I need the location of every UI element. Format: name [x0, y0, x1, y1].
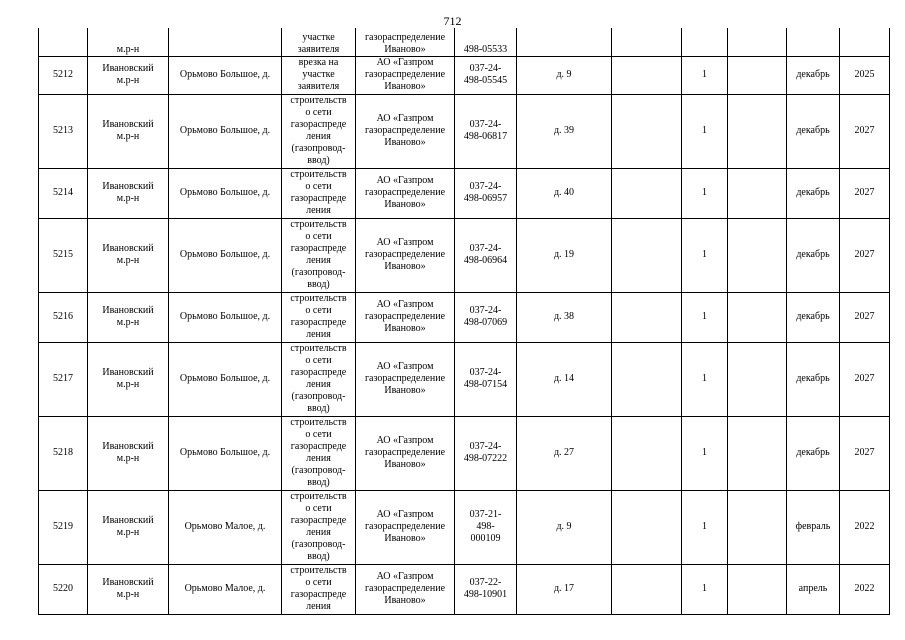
count-cell-text: 1	[702, 373, 707, 384]
settlement-cell-text: Орьмово Малое, д.	[184, 521, 266, 532]
house-cell	[517, 94, 612, 168]
month-cell	[787, 564, 840, 614]
organization-cell-text: АО «Газпром газораспределение Иваново»	[364, 237, 446, 272]
count-cell-text: 1	[702, 583, 707, 594]
house-cell	[517, 28, 612, 56]
organization-cell	[356, 490, 455, 564]
settlement-cell	[169, 168, 282, 218]
code-cell	[455, 564, 517, 614]
month-cell-text: декабрь	[796, 69, 830, 80]
code-cell-text: 037-24- 498-07069	[463, 305, 508, 328]
house-cell-text: д. 38	[553, 311, 575, 322]
month-cell-text: декабрь	[796, 125, 830, 136]
purpose-cell-text: строительств о сети газораспреде ления (газопровод- ввод)	[290, 219, 347, 290]
count-cell	[682, 168, 728, 218]
empty-cell	[612, 342, 682, 416]
row-number-text: 5212	[53, 69, 73, 80]
organization-cell	[356, 218, 455, 292]
house-cell	[517, 168, 612, 218]
district-cell-text: Ивановский м.р-н	[102, 119, 154, 142]
house-cell	[517, 218, 612, 292]
district-cell-text: Ивановский м.р-н	[102, 515, 154, 538]
code-cell	[455, 342, 517, 416]
count-cell	[682, 416, 728, 490]
month-cell-text: декабрь	[796, 447, 830, 458]
row-number	[39, 416, 88, 490]
organization-cell	[356, 416, 455, 490]
purpose-cell	[282, 94, 356, 168]
month-cell	[787, 94, 840, 168]
settlement-cell	[169, 218, 282, 292]
house-cell-text: д. 39	[553, 125, 575, 136]
code-cell-text: 037-24- 498-07154	[463, 367, 508, 390]
house-cell-text: д. 17	[553, 583, 575, 594]
row-number-text: 5219	[53, 521, 73, 532]
code-cell-text: 037-24- 498-07222	[463, 441, 508, 464]
year-cell-text: 2027	[854, 447, 875, 458]
year-cell-text: 2027	[854, 311, 875, 322]
row-number	[39, 56, 88, 94]
district-cell-text: Ивановский м.р-н	[102, 367, 154, 390]
year-cell	[840, 56, 890, 94]
purpose-cell-text: строительств о сети газораспреде ления	[290, 565, 347, 612]
year-cell	[840, 168, 890, 218]
settlement-cell-text: Орьмово Большое, д.	[179, 187, 271, 198]
empty-cell	[612, 28, 682, 56]
settlement-cell	[169, 564, 282, 614]
settlement-cell	[169, 28, 282, 56]
month-cell-text: декабрь	[796, 373, 830, 384]
organization-cell-text: АО «Газпром газораспределение Иваново»	[364, 571, 446, 606]
table-row	[39, 416, 890, 490]
count-cell	[682, 342, 728, 416]
code-cell	[455, 416, 517, 490]
settlement-cell-text: Орьмово Большое, д.	[179, 447, 271, 458]
count-cell-text: 1	[702, 521, 707, 532]
district-cell	[88, 416, 169, 490]
purpose-cell	[282, 168, 356, 218]
code-cell	[455, 168, 517, 218]
district-cell	[88, 168, 169, 218]
purpose-cell-text: строительств о сети газораспреде ления (газопровод- ввод)	[290, 491, 347, 562]
table-row	[39, 342, 890, 416]
count-cell	[682, 490, 728, 564]
house-cell-text: д. 19	[553, 249, 575, 260]
house-cell-text: д. 27	[553, 447, 575, 458]
row-number	[39, 564, 88, 614]
table-row	[39, 94, 890, 168]
page-number: 712	[443, 14, 462, 28]
year-cell-text: 2025	[854, 69, 875, 80]
empty-cell	[728, 168, 787, 218]
house-cell-text: д. 14	[553, 373, 575, 384]
house-cell-text: д. 40	[553, 187, 575, 198]
empty-cell	[728, 490, 787, 564]
month-cell	[787, 168, 840, 218]
organization-cell	[356, 168, 455, 218]
count-cell-text: 1	[702, 249, 707, 260]
empty-cell	[728, 56, 787, 94]
month-cell-text: декабрь	[796, 249, 830, 260]
settlement-cell-text: Орьмово Большое, д.	[179, 373, 271, 384]
purpose-cell	[282, 416, 356, 490]
month-cell	[787, 56, 840, 94]
empty-cell	[612, 416, 682, 490]
year-cell	[840, 490, 890, 564]
year-cell	[840, 416, 890, 490]
count-cell	[682, 28, 728, 56]
house-cell	[517, 342, 612, 416]
empty-cell	[612, 292, 682, 342]
empty-cell	[728, 292, 787, 342]
row-number	[39, 218, 88, 292]
empty-cell	[728, 416, 787, 490]
district-cell	[88, 56, 169, 94]
empty-cell	[728, 342, 787, 416]
organization-cell	[356, 564, 455, 614]
settlement-cell-text: Орьмово Большое, д.	[179, 69, 271, 80]
table-row	[39, 28, 890, 56]
code-cell-text: 037-24- 498-06964	[463, 243, 508, 266]
district-cell-text: Ивановский м.р-н	[102, 243, 154, 266]
purpose-cell-text: строительств о сети газораспреде ления	[290, 169, 347, 216]
purpose-cell	[282, 564, 356, 614]
empty-cell	[728, 564, 787, 614]
year-cell	[840, 564, 890, 614]
code-cell-text: 037-24- 498-05545	[463, 63, 508, 86]
year-cell-text: 2022	[854, 583, 875, 594]
purpose-cell-text: строительств о сети газораспреде ления (газопровод- ввод)	[290, 417, 347, 488]
empty-cell	[612, 564, 682, 614]
count-cell-text: 1	[702, 311, 707, 322]
year-cell-text: 2027	[854, 373, 875, 384]
purpose-cell	[282, 218, 356, 292]
organization-cell-text: АО «Газпром газораспределение Иваново»	[364, 175, 446, 210]
empty-cell	[728, 94, 787, 168]
month-cell	[787, 28, 840, 56]
month-cell-text: февраль	[795, 521, 831, 532]
row-number-text: 5215	[53, 249, 73, 260]
purpose-cell-text: врезка на участке заявителя	[297, 57, 340, 92]
organization-cell-text: АО «Газпром газораспределение Иваново»	[364, 361, 446, 396]
organization-cell-text: АО «Газпром газораспределение Иваново»	[364, 299, 446, 334]
settlement-cell	[169, 94, 282, 168]
code-cell-text: 037-24- 498-06957	[463, 181, 508, 204]
row-number	[39, 168, 88, 218]
purpose-cell	[282, 56, 356, 94]
district-cell-text: Ивановский м.р-н	[102, 305, 154, 328]
house-cell	[517, 292, 612, 342]
purpose-cell	[282, 292, 356, 342]
organization-cell	[356, 342, 455, 416]
year-cell-text: 2027	[854, 187, 875, 198]
table-row	[39, 564, 890, 614]
month-cell	[787, 292, 840, 342]
row-number	[39, 94, 88, 168]
count-cell	[682, 56, 728, 94]
month-cell	[787, 218, 840, 292]
district-cell	[88, 564, 169, 614]
year-cell	[840, 218, 890, 292]
organization-cell	[356, 94, 455, 168]
settlement-cell	[169, 56, 282, 94]
year-cell	[840, 94, 890, 168]
code-cell-text: 498-05533	[463, 43, 508, 55]
settlement-cell-text: Орьмово Малое, д.	[184, 583, 266, 594]
year-cell-text: 2022	[854, 521, 875, 532]
code-cell	[455, 292, 517, 342]
organization-cell	[356, 56, 455, 94]
purpose-cell-text: участке заявителя	[297, 31, 340, 55]
table-row	[39, 168, 890, 218]
code-cell	[455, 94, 517, 168]
settlement-cell	[169, 342, 282, 416]
row-number-text: 5220	[53, 583, 73, 594]
row-number	[39, 342, 88, 416]
row-number	[39, 28, 88, 56]
table-row	[39, 56, 890, 94]
settlement-cell-text: Орьмово Большое, д.	[179, 311, 271, 322]
organization-cell-text: АО «Газпром газораспределение Иваново»	[364, 435, 446, 470]
code-cell	[455, 490, 517, 564]
empty-cell	[612, 56, 682, 94]
organization-cell-text: газораспределение Иваново»	[364, 31, 446, 55]
count-cell	[682, 292, 728, 342]
table-row	[39, 218, 890, 292]
code-cell	[455, 56, 517, 94]
house-cell	[517, 416, 612, 490]
settlement-cell	[169, 416, 282, 490]
month-cell	[787, 416, 840, 490]
settlement-cell	[169, 490, 282, 564]
purpose-cell-text: строительств о сети газораспреде ления (газопровод- ввод)	[290, 95, 347, 166]
count-cell-text: 1	[702, 69, 707, 80]
purpose-cell-text: строительств о сети газораспреде ления	[290, 293, 347, 340]
code-cell	[455, 218, 517, 292]
district-cell-text: Ивановский м.р-н	[102, 577, 154, 600]
district-cell	[88, 28, 169, 56]
house-cell-text: д. 9	[556, 521, 572, 532]
year-cell-text: 2027	[854, 125, 875, 136]
count-cell-text: 1	[702, 187, 707, 198]
district-cell-text: Ивановский м.р-н	[102, 63, 154, 86]
row-number-text: 5216	[53, 311, 73, 322]
month-cell	[787, 490, 840, 564]
settlement-cell-text: Орьмово Большое, д.	[179, 125, 271, 136]
count-cell	[682, 94, 728, 168]
purpose-cell-text: строительств о сети газораспреде ления (газопровод- ввод)	[290, 343, 347, 414]
district-cell	[88, 292, 169, 342]
purpose-cell	[282, 28, 356, 56]
district-cell-text: м.р-н	[116, 43, 140, 55]
count-cell-text: 1	[702, 447, 707, 458]
month-cell	[787, 342, 840, 416]
table-row	[39, 292, 890, 342]
year-cell	[840, 28, 890, 56]
purpose-cell	[282, 490, 356, 564]
row-number-text: 5214	[53, 187, 73, 198]
table-row	[39, 490, 890, 564]
organization-cell-text: АО «Газпром газораспределение Иваново»	[364, 113, 446, 148]
settlement-cell-text: Орьмово Большое, д.	[179, 249, 271, 260]
house-cell	[517, 56, 612, 94]
year-cell	[840, 342, 890, 416]
year-cell-text: 2027	[854, 249, 875, 260]
row-number	[39, 490, 88, 564]
house-cell-text: д. 9	[556, 69, 572, 80]
year-cell	[840, 292, 890, 342]
code-cell	[455, 28, 517, 56]
purpose-cell	[282, 342, 356, 416]
organization-cell-text: АО «Газпром газораспределение Иваново»	[364, 57, 446, 92]
district-cell	[88, 94, 169, 168]
organization-cell	[356, 292, 455, 342]
code-cell-text: 037-21- 498- 000109	[469, 509, 502, 544]
house-cell	[517, 490, 612, 564]
code-cell-text: 037-22- 498-10901	[463, 577, 508, 600]
house-cell	[517, 564, 612, 614]
district-cell-text: Ивановский м.р-н	[102, 441, 154, 464]
empty-cell	[728, 28, 787, 56]
district-cell	[88, 342, 169, 416]
count-cell	[682, 564, 728, 614]
empty-cell	[612, 94, 682, 168]
count-cell-text: 1	[702, 125, 707, 136]
row-number	[39, 292, 88, 342]
empty-cell	[612, 168, 682, 218]
empty-cell	[612, 490, 682, 564]
month-cell-text: декабрь	[796, 187, 830, 198]
row-number-text: 5213	[53, 125, 73, 136]
organization-cell-text: АО «Газпром газораспределение Иваново»	[364, 509, 446, 544]
count-cell	[682, 218, 728, 292]
row-number-text: 5218	[53, 447, 73, 458]
empty-cell	[728, 218, 787, 292]
settlement-cell	[169, 292, 282, 342]
district-cell-text: Ивановский м.р-н	[102, 181, 154, 204]
code-cell-text: 037-24- 498-06817	[463, 119, 508, 142]
row-number-text: 5217	[53, 373, 73, 384]
month-cell-text: декабрь	[796, 311, 830, 322]
district-cell	[88, 218, 169, 292]
month-cell-text: апрель	[798, 583, 828, 594]
empty-cell	[612, 218, 682, 292]
district-cell	[88, 490, 169, 564]
organization-cell	[356, 28, 455, 56]
register-table	[38, 28, 890, 615]
